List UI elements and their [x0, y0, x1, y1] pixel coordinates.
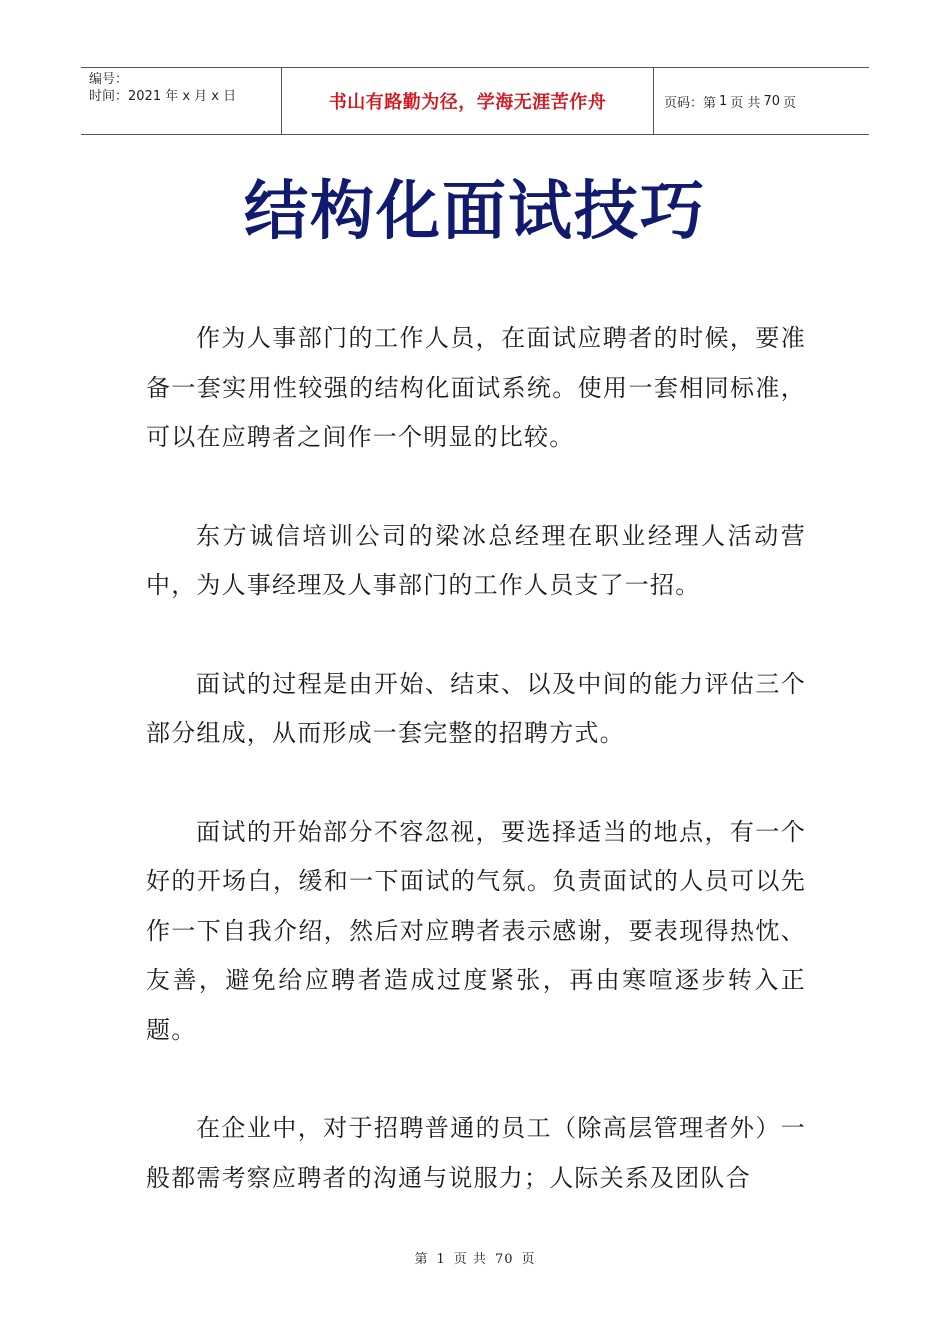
footer-prefix: 第	[414, 1252, 429, 1267]
page-current: 1	[719, 93, 728, 109]
footer-page-current: 1	[436, 1252, 446, 1267]
document-body	[146, 314, 806, 1252]
footer-suffix: 页	[521, 1252, 536, 1267]
document-header	[81, 67, 869, 135]
page-label-middle: 页 共	[730, 95, 761, 111]
paragraph: 在企业中，对于招聘普通的员工（除高层管理者外）一般都需考察应聘者的沟通与说服力；人际关系及团队合	[146, 1114, 806, 1192]
footer-middle: 页 共	[453, 1252, 487, 1267]
document-title: 结构化面试技巧	[244, 175, 706, 249]
paragraph: 东方诚信培训公司的梁冰总经理在职业经理人活动营中，为人事经理及人事部门的工作人员支了一招。	[146, 521, 806, 599]
header-page-info	[654, 68, 869, 134]
page-total: 70	[763, 93, 780, 109]
header-motto: 书山有路勤为径，学海无涯苦作舟	[281, 68, 654, 134]
paragraph: 面试的开始部分不容忽视，要选择适当的地点，有一个好的开场白，缓和一下面试的气氛。负责面试的人员可以先作一下自我介绍，然后对应聘者表示感谢，要表现得热忱、友善，避免给应聘者造成过度紧张，再由寒喧逐步转入正题。	[146, 817, 806, 1044]
doc-time-label: 时间：2021 年 x 月 x 日	[89, 89, 237, 104]
doc-number-label: 编号：	[89, 72, 129, 87]
page-label-prefix: 页码：第	[664, 95, 717, 111]
footer-page-total: 70	[494, 1252, 514, 1267]
page-footer	[0, 1248, 950, 1267]
page-label-suffix: 页	[782, 95, 796, 111]
paragraph: 面试的过程是由开始、结束、以及中间的能力评估三个部分组成，从而形成一套完整的招聘方式。	[146, 669, 806, 747]
paragraph: 作为人事部门的工作人员，在面试应聘者的时候，要准备一套实用性较强的结构化面试系统。使用一套相同标准，可以在应聘者之间作一个明显的比较。	[146, 324, 806, 451]
header-meta	[81, 68, 281, 134]
